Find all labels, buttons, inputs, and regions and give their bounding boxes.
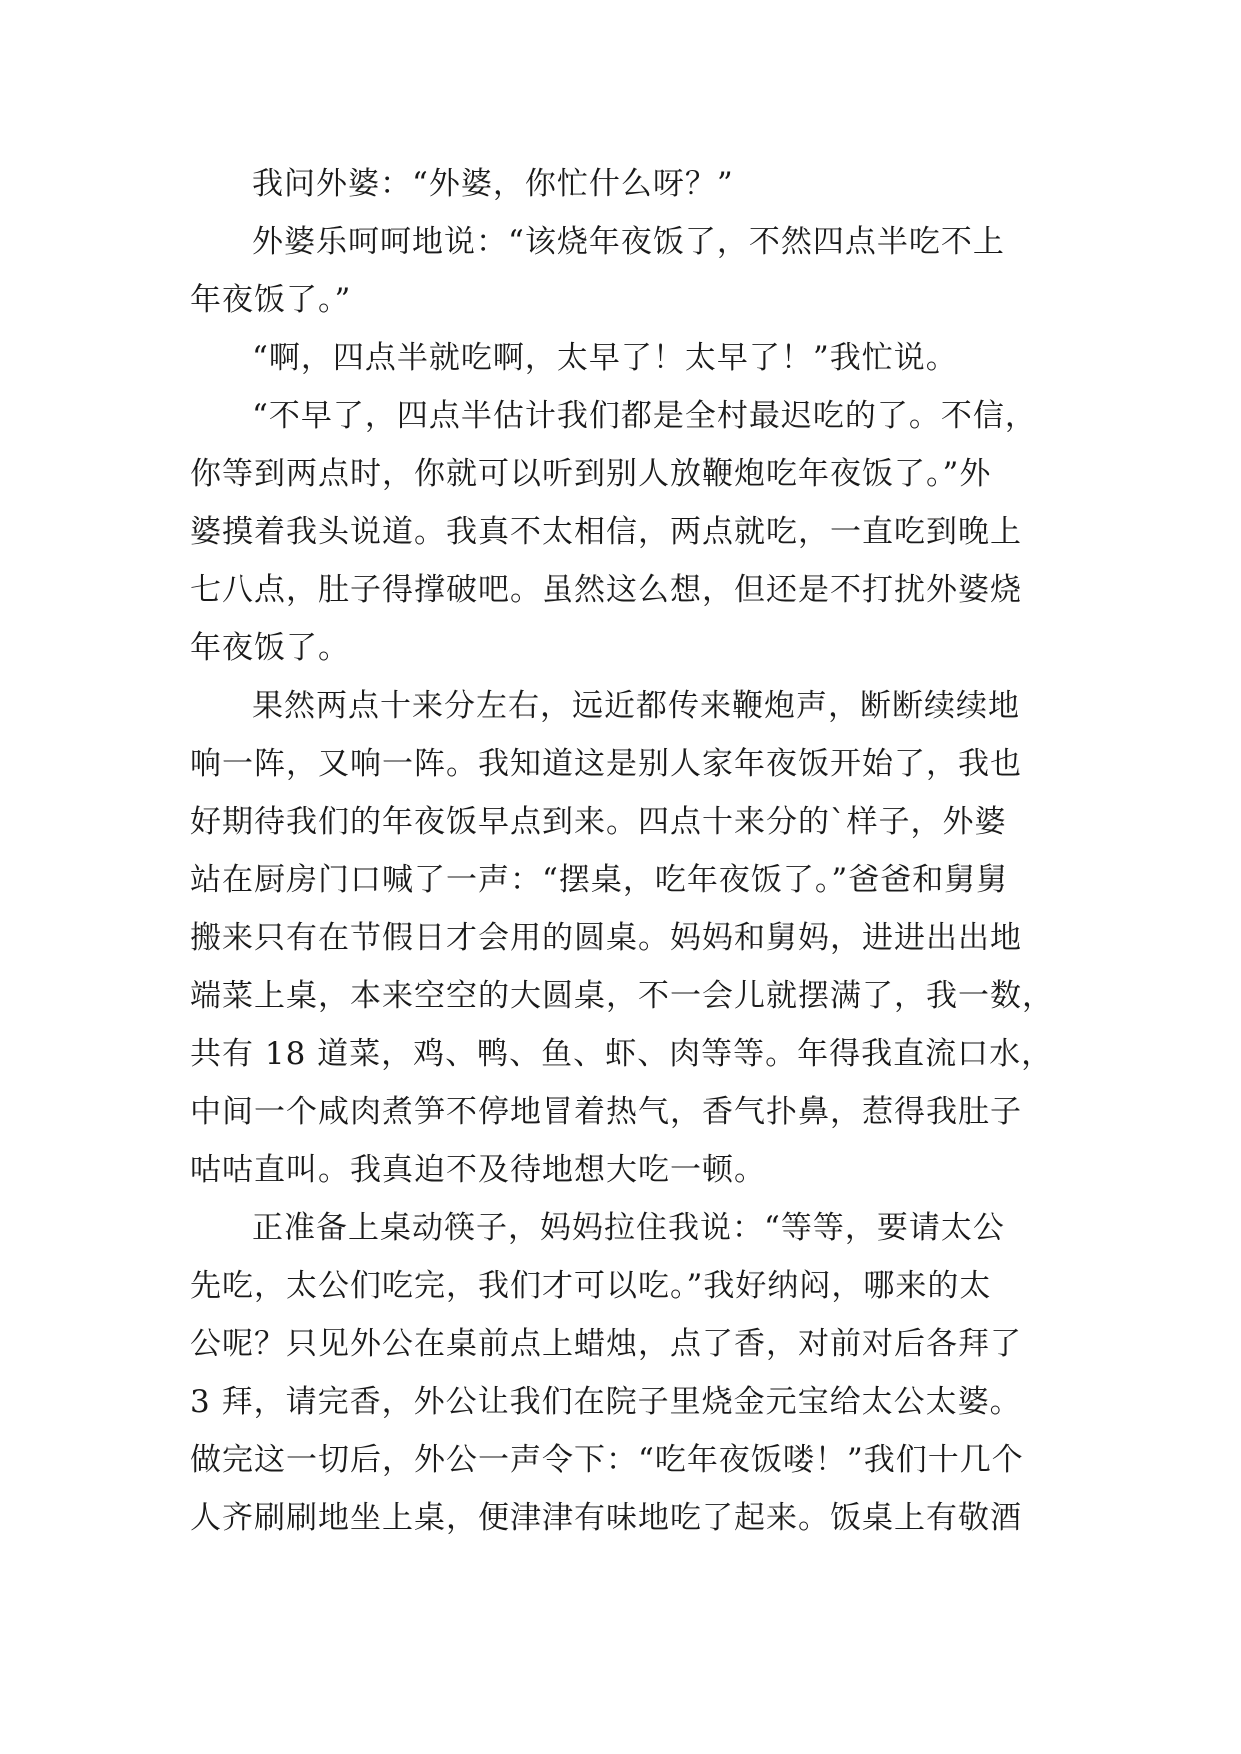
text-line: “不早了，四点半估计我们都是全村最迟吃的了。不信， — [252, 398, 1037, 434]
text-line: 中间一个咸肉煮笋不停地冒着热气，香气扑鼻，惹得我肚子 — [190, 1094, 1022, 1130]
text-line: 响一阵，又响一阵。我知道这是别人家年夜饭开始了，我也 — [190, 746, 1022, 782]
text-line: 人齐刷刷地坐上桌，便津津有味地吃了起来。饭桌上有敬酒 — [190, 1500, 1022, 1536]
text-line: 搬来只有在节假日才会用的圆桌。妈妈和舅妈，进进出出地 — [190, 920, 1022, 956]
text-line: 共有 18 道菜，鸡、鸭、鱼、虾、肉等等。年得我直流口水， — [190, 1036, 1054, 1072]
text-line: 果然两点十来分左右，远近都传来鞭炮声，断断续续地 — [252, 688, 1020, 724]
text-line: 年夜饭了。 — [190, 630, 350, 666]
text-line: 站在厨房门口喊了一声：“摆桌，吃年夜饭了。”爸爸和舅舅 — [190, 862, 1009, 898]
text-line: “啊，四点半就吃啊，太早了！太早了！”我忙说。 — [252, 340, 958, 376]
text-line: 做完这一切后，外公一声令下：“吃年夜饭喽！”我们十几个 — [190, 1442, 1024, 1478]
text-line: 先吃，太公们吃完，我们才可以吃。”我好纳闷，哪来的太 — [190, 1268, 992, 1304]
text-line: 端菜上桌，本来空空的大圆桌，不一会儿就摆满了，我一数， — [190, 978, 1054, 1014]
document-body — [190, 155, 1070, 1547]
text-line: 我问外婆：“外婆，你忙什么呀？” — [252, 166, 734, 202]
text-line: 公呢？只见外公在桌前点上蜡烛，点了香，对前对后各拜了 — [190, 1326, 1022, 1362]
text-line: 正准备上桌动筷子，妈妈拉住我说：“等等，要请太公 — [252, 1210, 1005, 1246]
text-line: 年夜饭了。” — [190, 282, 352, 318]
text-line: 3 拜，请完香，外公让我们在院子里烧金元宝给太公太婆。 — [190, 1384, 1022, 1420]
text-line: 外婆乐呵呵地说：“该烧年夜饭了，不然四点半吃不上 — [252, 224, 1005, 260]
text-line: 咕咕直叫。我真迫不及待地想大吃一顿。 — [190, 1152, 766, 1188]
text-line: 好期待我们的年夜饭早点到来。四点十来分的`样子，外婆 — [190, 804, 1007, 840]
text-line: 婆摸着我头说道。我真不太相信，两点就吃，一直吃到晚上 — [190, 514, 1022, 550]
text-line: 七八点，肚子得撑破吧。虽然这么想，但还是不打扰外婆烧 — [190, 572, 1022, 608]
text-line: 你等到两点时，你就可以听到别人放鞭炮吃年夜饭了。”外 — [190, 456, 992, 492]
